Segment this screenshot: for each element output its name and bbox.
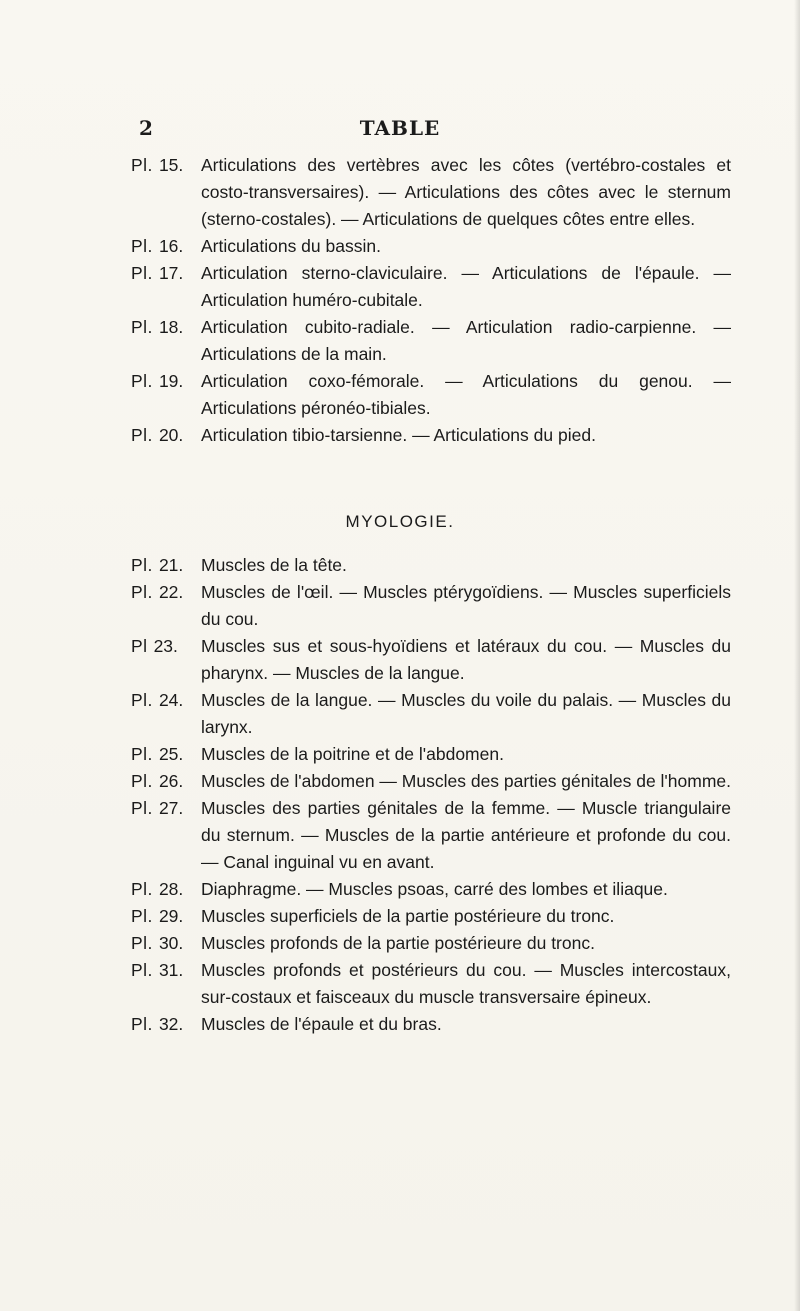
plate-label: Pl. 22.	[131, 582, 184, 602]
page-title: TABLE	[359, 116, 441, 140]
plate-label: Pl. 30.	[131, 933, 184, 953]
entry-text: Muscles de l'abdomen — Muscles des parties génitales de l'homme.	[201, 771, 731, 791]
toc-entry	[131, 768, 731, 795]
toc-entry	[131, 579, 731, 633]
entry-text: Articulation sterno-claviculaire. — Articulations de l'épaule. — Articulation huméro-cubitale.	[201, 263, 731, 310]
page-number: 2	[139, 116, 153, 140]
plate-label: Pl. 21.	[131, 555, 184, 575]
toc-entry	[131, 368, 731, 422]
entry-text: Muscles de l'œil. — Muscles ptérygoïdiens. — Muscles superficiels du cou.	[201, 582, 731, 629]
entry-text: Articulations des vertèbres avec les côtes (vertébro-costales et costo-transversaires). — Articulations des côtes avec le sternum (sterno-costales). — Articulations de quelques côtes entre elles.	[201, 155, 731, 229]
entry-text: Muscles superficiels de la partie postérieure du tronc.	[201, 906, 615, 926]
plate-label: Pl 23.	[131, 636, 178, 656]
articulations-list	[131, 152, 731, 449]
entry-text: Muscles de la langue. — Muscles du voile du palais. — Muscles du larynx.	[201, 690, 731, 737]
plate-label: Pl. 20.	[131, 425, 184, 445]
toc-entry	[131, 687, 731, 741]
toc-entry	[131, 903, 731, 930]
plate-label: Pl. 28.	[131, 879, 184, 899]
plate-label: Pl. 19.	[131, 371, 184, 391]
plate-label: Pl. 25.	[131, 744, 184, 764]
toc-entry	[131, 233, 731, 260]
toc-entry	[131, 741, 731, 768]
page-header	[0, 116, 800, 142]
entry-text: Muscles de la poitrine et de l'abdomen.	[201, 744, 504, 764]
toc-entry	[131, 876, 731, 903]
plate-label: Pl. 17.	[131, 263, 184, 283]
entry-text: Articulation coxo-fémorale. — Articulations du genou. — Articulations péronéo-tibiales.	[201, 371, 731, 418]
entry-text: Articulation tibio-tarsienne. — Articulations du pied.	[201, 425, 596, 445]
plate-label: Pl. 18.	[131, 317, 184, 337]
entry-text: Muscles de l'épaule et du bras.	[201, 1014, 442, 1034]
toc-entry	[131, 314, 731, 368]
entry-text: Muscles profonds de la partie postérieure du tronc.	[201, 933, 595, 953]
entry-text: Articulations du bassin.	[201, 236, 381, 256]
plate-label: Pl. 29.	[131, 906, 184, 926]
plate-label: Pl. 16.	[131, 236, 184, 256]
entry-text: Muscles profonds et postérieurs du cou. — Muscles intercostaux, sur-costaux et faisceaux du muscle transversaire épineux.	[201, 960, 731, 1007]
entry-text: Diaphragme. — Muscles psoas, carré des lombes et iliaque.	[201, 879, 668, 899]
plate-label: Pl. 26.	[131, 771, 184, 791]
toc-entry	[131, 552, 731, 579]
plate-label: Pl. 15.	[131, 155, 184, 175]
toc-entry	[131, 422, 731, 449]
entry-text: Muscles sus et sous-hyoïdiens et latéraux du cou. — Muscles du pharynx. — Muscles de la langue.	[201, 636, 731, 683]
toc-entry	[131, 633, 731, 687]
plate-label: Pl. 24.	[131, 690, 184, 710]
entry-text: Articulation cubito-radiale. — Articulation radio-carpienne. — Articulations de la main.	[201, 317, 731, 364]
plate-label: Pl. 31.	[131, 960, 184, 980]
toc-entry	[131, 795, 731, 876]
toc-entry	[131, 930, 731, 957]
plate-label: Pl. 32.	[131, 1014, 184, 1034]
toc-entry	[131, 152, 731, 233]
entry-text: Muscles des parties génitales de la femme. — Muscle triangulaire du sternum. — Muscles de la partie antérieure et profonde du cou. — Canal inguinal vu en avant.	[201, 798, 731, 872]
page-edge-shadow	[794, 0, 800, 1311]
toc-entry	[131, 1011, 731, 1038]
plate-label: Pl. 27.	[131, 798, 184, 818]
toc-entry	[131, 957, 731, 1011]
myologie-list	[131, 552, 731, 1038]
section-heading-myologie: MYOLOGIE.	[345, 512, 455, 531]
entry-text: Muscles de la tête.	[201, 555, 347, 575]
toc-entry	[131, 260, 731, 314]
